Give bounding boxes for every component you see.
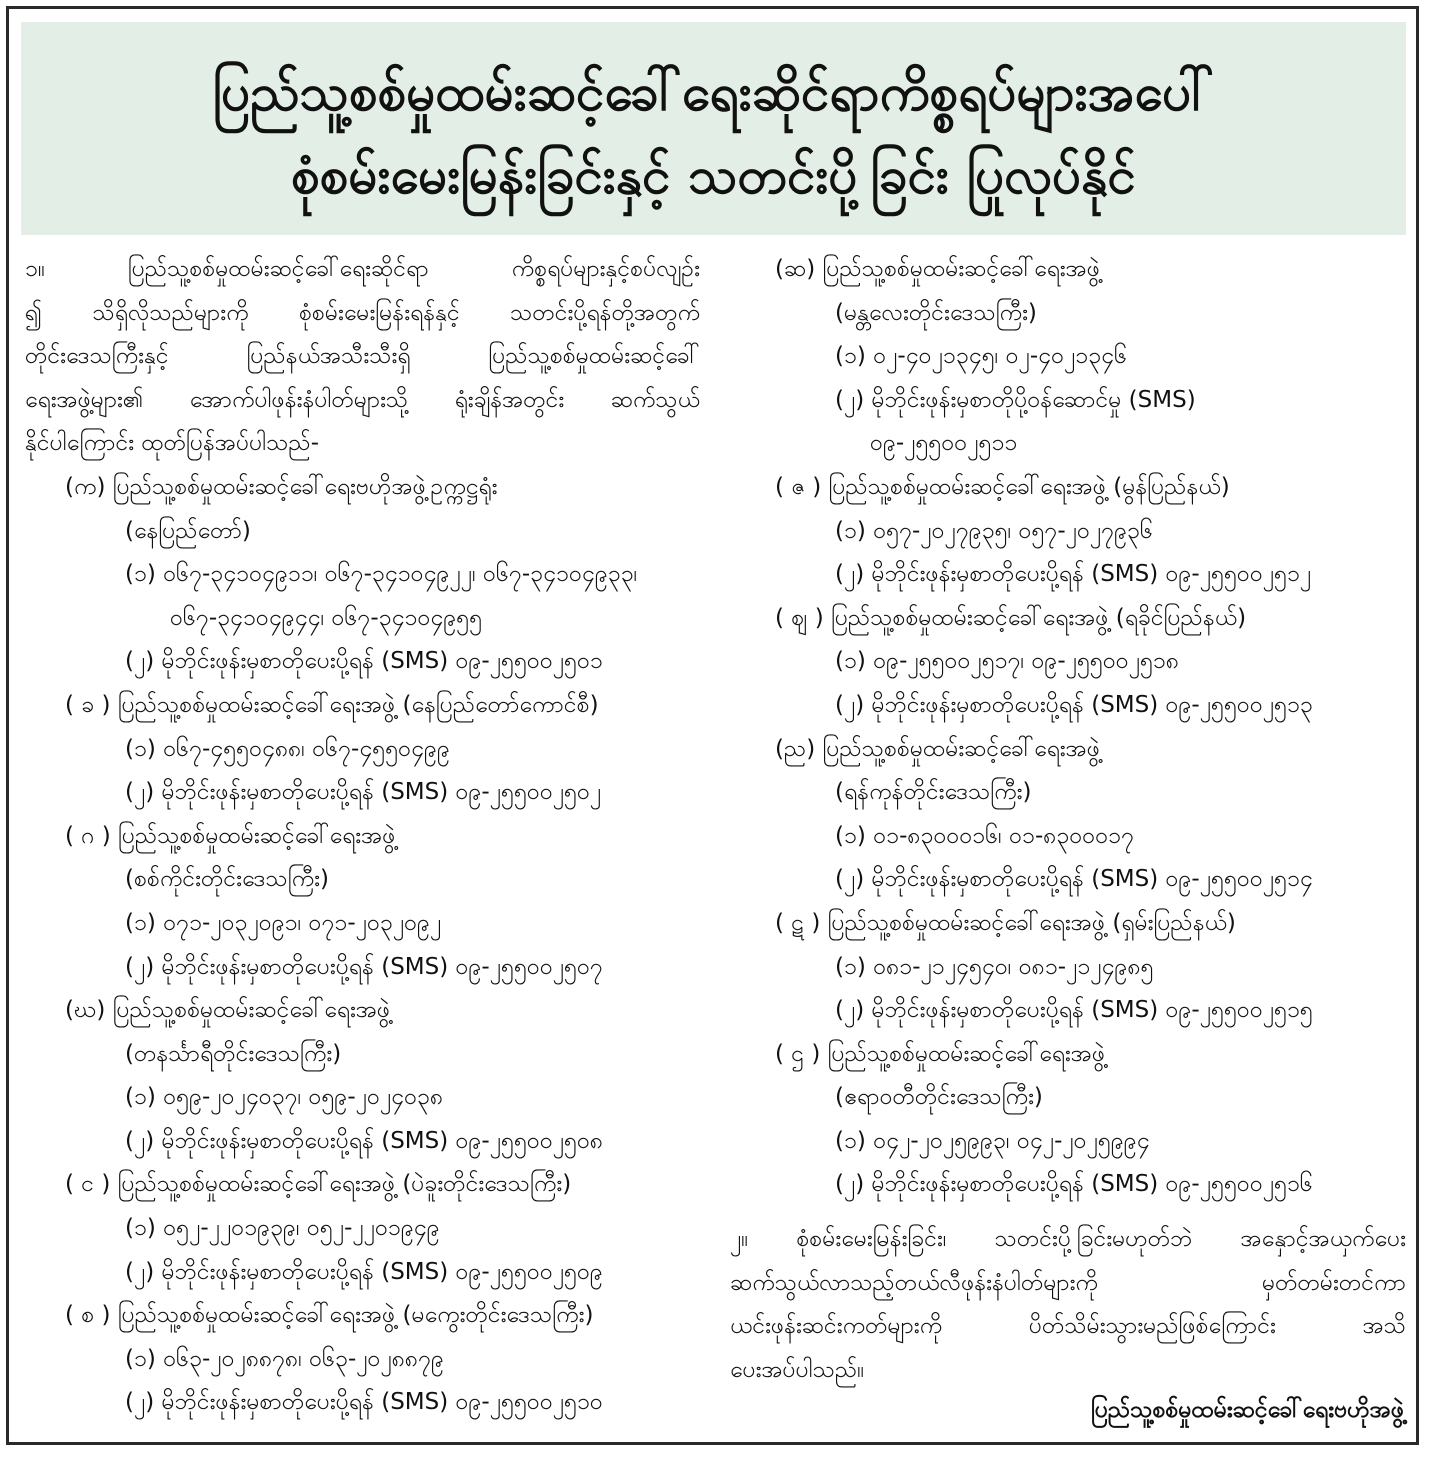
intro-line: တိုင်းဒေသကြီးနှင့် ပြည်နယ်အသီးသီးရှိ ပြည်သူ့စစ်မှုထမ်းဆင့်ခေါ် [25, 343, 700, 370]
closing-line: ၂။ စုံစမ်းမေးမြန်းခြင်း၊ သတင်းပို့ခြင်းမဟုတ်ဘဲ အနှောင့်အယှက်ပေး [730, 1226, 1406, 1252]
closing-paragraph [730, 1218, 1406, 1392]
intro-line: ရေးအဖွဲ့များ၏ အောက်ပါဖုန်းနံပါတ်များသို့ ရုံးချိန်အတွင်း ဆက်သွယ် [25, 386, 700, 413]
contact-line: (နေပြည်တော်) [125, 517, 251, 544]
closing-line: ဆက်သွယ်လာသည့်တယ်လီဖုန်းနံပါတ်များကို မှတ်တမ်းတင်ကာ [730, 1269, 1406, 1296]
contact-line: (စစ်ကိုင်းတိုင်းဒေသကြီး) [125, 866, 329, 893]
contact-line: (၁) ၀၇၁-၂၀၃၂၀၉၁၊ ၀၇၁-၂၀၃၂၀၉၂ [125, 909, 442, 936]
contact-line: (ဧရာဝတီတိုင်းဒေသကြီး) [835, 1084, 1043, 1111]
contact-line: ( ဌ ) ပြည်သူ့စစ်မှုထမ်းဆင့်ခေါ်ရေးအဖွဲ့ [775, 1040, 1106, 1067]
contact-line: ( ဋ ) ပြည်သူ့စစ်မှုထမ်းဆင့်ခေါ်ရေးအဖွဲ့ (ရှမ်းပြည်နယ်) [775, 909, 1236, 936]
contact-line: (၂) မိုဘိုင်းဖုန်းမှစာတိုပေးပို့ရန် (SMS) ၀၉-၂၅၅၀၀၂၅၀၈ [125, 1127, 604, 1154]
contact-line: (၂) မိုဘိုင်းဖုန်းမှစာတိုပေးပို့ရန် (SMS) ၀၉-၂၅၅၀၀၂၅၁၂ [835, 561, 1312, 588]
contact-line: (ဆ) ပြည်သူ့စစ်မှုထမ်းဆင့်ခေါ်ရေးအဖွဲ့ [775, 256, 1100, 282]
contact-line: ( စ ) ပြည်သူ့စစ်မှုထမ်းဆင့်ခေါ်ရေးအဖွဲ့ (မကွေးတိုင်းဒေသကြီး) [65, 1302, 594, 1329]
contact-line: (၂) မိုဘိုင်းဖုန်းမှစာတိုပေးပို့ရန် (SMS) ၀၉-၂၅၅၀၀၂၅၁၅ [835, 997, 1313, 1024]
closing-line: ယင်းဖုန်းဆင်းကတ်များကို ပိတ်သိမ်းသွားမည်ဖြစ်ကြောင်း အသိ [730, 1313, 1406, 1340]
contact-line: (၁) ၀၂-၄၀၂၁၃၄၅၊ ၀၂-၄၀၂၁၃၄၆ [835, 343, 1128, 370]
intro-line: နိုင်ပါကြောင်း ထုတ်ပြန်အပ်ပါသည်- [25, 430, 320, 457]
contact-line: (၂) မိုဘိုင်းဖုန်းမှစာတိုပေးပို့ရန် (SMS) ၀၉-၂၅၅၀၀၂၅၀၂ [125, 779, 602, 806]
contact-line: ( ခ ) ပြည်သူ့စစ်မှုထမ်းဆင့်ခေါ်ရေးအဖွဲ့ (နေပြည်တော်ကောင်စီ) [65, 691, 599, 718]
contact-line: (ရန်ကုန်တိုင်းဒေသကြီး) [835, 779, 1032, 806]
contact-line: (၂) မိုဘိုင်းဖုန်းမှစာတိုပေးပို့ရန် (SMS) ၀၉-၂၅၅၀၀၂၅၀၉ [125, 1258, 603, 1285]
contact-line: (တနင်္သာရီတိုင်းဒေသကြီး) [125, 1040, 342, 1067]
contact-line: (မန္တလေးတိုင်းဒေသကြီး) [835, 299, 1037, 326]
right-contact-list [775, 248, 1410, 1207]
left-contact-list [25, 466, 700, 1425]
intro-line: ၍ သိရှိလိုသည်များကို စုံစမ်းမေးမြန်းရန်နှင့် သတင်းပို့ရန်တို့အတွက် [25, 299, 700, 326]
contact-line: (၁) ၀၅၂-၂၂၀၁၉၃၉၊ ၀၅၂-၂၂၀၁၉၄၉ [125, 1215, 440, 1242]
contact-line: (၂) မိုဘိုင်းဖုန်းမှစာတိုပေးပို့ရန် (SMS) ၀၉-၂၅၅၀၀၂၅၁၆ [835, 1171, 1313, 1198]
right-column [775, 248, 1410, 1207]
contact-line: (၁) ၀၅၉-၂၀၂၄၀၃၇၊ ၀၅၉-၂၀၂၄၀၃၈ [125, 1084, 444, 1111]
contact-line: ( ဇ ) ပြည်သူ့စစ်မှုထမ်းဆင့်ခေါ်ရေးအဖွဲ့ (မွန်ပြည်နယ်) [775, 473, 1230, 500]
contact-line: (၂) မိုဘိုင်းဖုန်းမှစာတိုပေးပို့ရန် (SMS) ၀၉-၂၅၅၀၀၂၅၀၁ [125, 648, 603, 675]
contact-line: ( င ) ပြည်သူ့စစ်မှုထမ်းဆင့်ခေါ်ရေးအဖွဲ့ (ပဲခူးတိုင်းဒေသကြီး) [65, 1171, 572, 1198]
contact-line: (၁) ၀၄၂-၂၀၂၅၉၉၃၊ ၀၄၂-၂၀၂၅၉၉၄ [835, 1127, 1150, 1154]
contact-line: (၁) ၀၆၇-၃၄၁၀၄၉၁၁၊ ၀၆၇-၃၄၁၀၄၉၂၂၊ ၀၆၇-၃၄၁၀၄၉၃၃၊ [125, 561, 638, 588]
closing-line: ပေးအပ်ပါသည်။ [730, 1356, 865, 1383]
contact-line: (၁) ၀၆၃-၂၀၂၈၈၇၈၊ ၀၆၃-၂၀၂၈၈၇၉ [125, 1345, 444, 1372]
title-banner [21, 22, 1406, 235]
contact-line: (၂) မိုဘိုင်းဖုန်းမှစာတိုပို့ဝန်ဆောင်မှု (SMS) [835, 386, 1196, 413]
intro-paragraph [25, 248, 700, 422]
contact-line: (၂) မိုဘိုင်းဖုန်းမှစာတိုပေးပို့ရန် (SMS) ၀၉-၂၅၅၀၀၂၅၀၇ [125, 953, 603, 980]
contact-line: ( ဂ ) ပြည်သူ့စစ်မှုထမ်းဆင့်ခေါ်ရေးအဖွဲ့ [65, 822, 396, 849]
signature: ပြည်သူ့စစ်မှုထမ်းဆင့်ခေါ်ရေးဗဟိုအဖွဲ့ [1090, 1397, 1404, 1423]
contact-line: (၂) မိုဘိုင်းဖုန်းမှစာတိုပေးပို့ရန် (SMS) ၀၉-၂၅၅၀၀၂၅၁၀ [125, 1389, 603, 1416]
title-line-1: ပြည်သူ့စစ်မှုထမ်းဆင့်ခေါ်ရေးဆိုင်ရာကိစ္စရပ်များအပေါ် [212, 64, 1215, 123]
contact-line: (က) ပြည်သူ့စစ်မှုထမ်းဆင့်ခေါ်ရေးဗဟိုအဖွဲ့ဥက္ကဋ္ဌရုံး [65, 473, 498, 500]
contact-line: (၁) ၀၆၇-၄၅၅၀၄၈၈၊ ၀၆၇-၄၅၅၀၄၉၉ [125, 735, 450, 762]
contact-line: ၀၆၇-၃၄၁၀၄၉၄၄၊ ၀၆၇-၃၄၁၀၄၉၅၅ [170, 604, 483, 631]
contact-line: (၂) မိုဘိုင်းဖုန်းမှစာတိုပေးပို့ရန် (SMS) ၀၉-၂၅၅၀၀၂၅၁၃ [835, 691, 1313, 718]
left-column [25, 248, 700, 1425]
contact-line: (၁) ၀၈၁-၂၁၂၄၅၄၀၊ ၀၈၁-၂၁၂၄၉၈၅ [835, 953, 1154, 980]
intro-line: ၁။ ပြည်သူ့စစ်မှုထမ်းဆင့်ခေါ်ရေးဆိုင်ရာ ကိစ္စရပ်များနှင့်စပ်လျဉ်း [25, 256, 700, 282]
contact-line: (၁) ၀၉-၂၅၅၀၀၂၅၁၇၊ ၀၉-၂၅၅၀၀၂၅၁၈ [835, 648, 1180, 675]
contact-line: (၂) မိုဘိုင်းဖုန်းမှစာတိုပေးပို့ရန် (SMS) ၀၉-၂၅၅၀၀၂၅၁၄ [835, 866, 1313, 893]
contact-line: (ည) ပြည်သူ့စစ်မှုထမ်းဆင့်ခေါ်ရေးအဖွဲ့ [775, 735, 1100, 762]
contact-line: ၀၉-၂၅၅၀၀၂၅၁၁ [870, 430, 1018, 457]
contact-line: (ဃ) ပြည်သူ့စစ်မှုထမ်းဆင့်ခေါ်ရေးအဖွဲ့ [65, 997, 391, 1024]
contact-line: (၁) ၀၅၇-၂၀၂၇၉၃၅၊ ၀၅၇-၂၀၂၇၉၃၆ [835, 517, 1153, 544]
contact-line: (၁) ၀၁-၈၃၀၀၀၁၆၊ ၀၁-၈၃၀၀၀၁၇ [835, 822, 1135, 849]
contact-line: ( ဈ ) ပြည်သူ့စစ်မှုထမ်းဆင့်ခေါ်ရေးအဖွဲ့ (ရခိုင်ပြည်နယ်) [775, 604, 1247, 631]
title-line-2: စုံစမ်းမေးမြန်းခြင်းနှင့် သတင်းပို့ခြင်း ပြုလုပ်နိုင် [291, 147, 1136, 206]
